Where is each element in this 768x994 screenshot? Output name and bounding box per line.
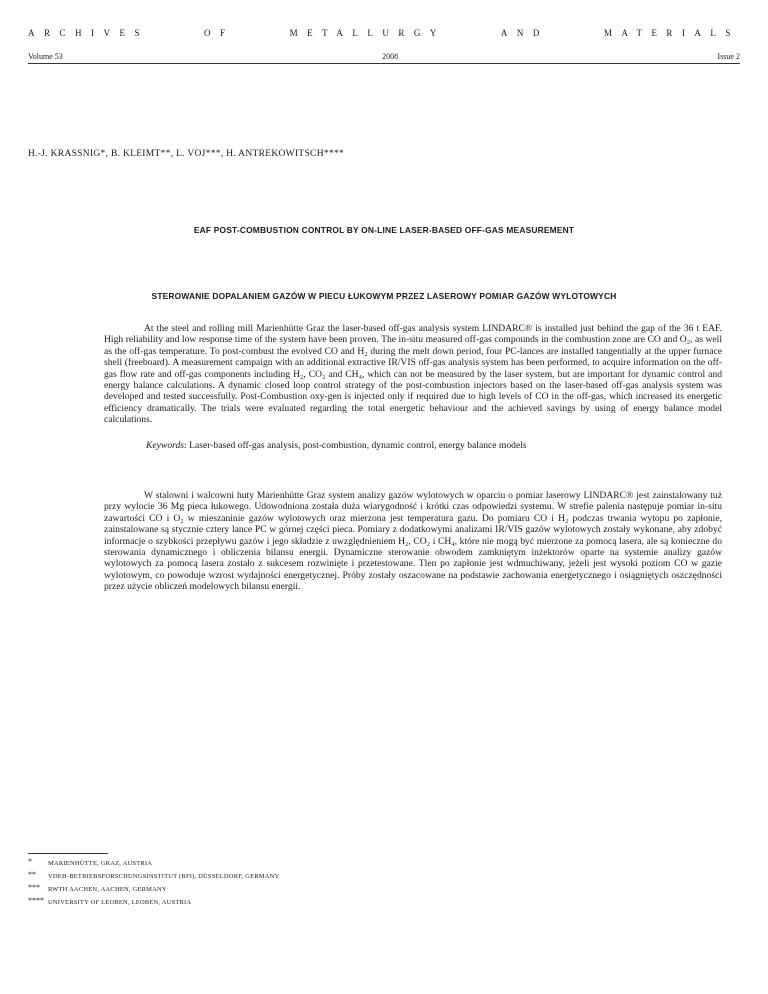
footnote-mark: **** bbox=[28, 896, 44, 905]
footnote-text: RWTH AACHEN, AACHEN, GERMANY bbox=[48, 886, 167, 893]
keywords bbox=[146, 440, 527, 451]
abstract-english: At the steel and rolling mill Marienhütte Graz the laser-based off-gas analysis system LINDARC® is installed just behind the gap of the 36 t EAF. High reliability and low response time of the system have been proven. The in-situ measured off-gas compounds in the combustion zone are CO and O₂, as well as the off-gas temperature. To post-combust the evolved CO and H₂ during the melt down period, four PC-lances are installed tangentially at the upper furnace shell (freeboard). A measurement campaign with an additional extractive IR/VIS off-gas analysis system has been performed, to acquire information on the off-gas flow rate and off-gas components including H₂, CO₂ and CH₄, which can not be measured by the laser system, but are important for dynamic control and energy balance calculations. A dynamic closed loop control strategy of the post-combustion injectors based on the laser-based off-gas analysis system was developed and tested successfully. Post-Combustion oxy-gen is injected only if required due to high levels of CO in the off-gas, which increased its energetic efficiency dramatically. The trials were evaluated regarding the total energetic behaviour and the achieved savings by using of energy balance model calculations. bbox=[104, 323, 722, 426]
footnote bbox=[28, 870, 279, 883]
footnote-mark: ** bbox=[28, 870, 36, 879]
title-polish: STEROWANIE DOPALANIEM GAZÓW W PIECU ŁUKOWYM PRZEZ LASEROWY POMIAR GAZÓW WYLOTOWYCH bbox=[151, 291, 617, 301]
footnote-mark: *** bbox=[28, 883, 40, 892]
journal-word: OF bbox=[204, 28, 235, 38]
title-english: EAF POST-COMBUSTION CONTROL BY ON-LINE LASER-BASED OFF-GAS MEASUREMENT bbox=[193, 225, 575, 235]
footnote-rule bbox=[28, 853, 108, 854]
keywords-label: Keywords bbox=[146, 440, 185, 451]
footnotes bbox=[28, 857, 279, 909]
year: 2008 bbox=[382, 52, 399, 61]
journal-header bbox=[28, 28, 740, 38]
volume: Volume 53 bbox=[28, 52, 63, 61]
footnote-text: UNIVERSITY OF LEOBEN, LEOBEN, AUSTRIA bbox=[48, 899, 192, 906]
journal-word: METALLURGY bbox=[289, 28, 446, 38]
footnote bbox=[28, 857, 279, 870]
footnote-text: MARIENHÜTTE, GRAZ, AUSTRIA bbox=[48, 860, 153, 867]
abstract-polish: W stalowni i walcowni huty Marienhütte Graz system analizy gazów wylotowych w oparciu o pomiar laserowy LINDARC® jest zainstalowany tuż przy wylocie 36 Mg pieca łukowego. Udowodniona została duża wiarygodność i krótki czas odpowiedzi systemu. W strefie palenia następuje pomiar in-situ zawartości CO i O₂ w mieszaninie gazów wylotowych oraz mierzona jest temperatura gazu. Do pomiaru CO i H₂ podczas trwania wytopu po zapłonie, zainstalowane są stycznie cztery lance PC w górnej części pieca. Pomiary z dodatkowymi analizami IR/VIS gazów wylotowych zostały wykonane, aby zdobyć informacje o szybkości przepływu gazów i jego składzie z uwzględnieniem H₂, CO₂ i CH₄, które nie mogą być mierzone za pomocą lasera, ale są konieczne do sterowania dynamicznego i obliczenia bilansu energii. Dynamiczne sterowanie obwodem zamkniętym inżektorów oparte na systemie analizy gazów wylotowych za pomocą lasera zostało z sukcesem rozwinięte i przetestowane. Tlen po zapłonie jest wdmuchiwany, jeżeli jest wysoki poziom CO w gazie wylotowym, co powoduje wzrost wydajności energetycznej. Próby zostały oszacowane na podstawie zachowania energetycznego i osiągniętych oszczędności przez użycie obliczeń modelowych bilansu energii. bbox=[104, 490, 722, 593]
authors: H.-J. KRASSNIG*, B. KLEIMT**, L. VOJ***, H. ANTREKOWITSCH**** bbox=[28, 149, 345, 159]
header-rule bbox=[28, 63, 740, 64]
footnote bbox=[28, 883, 279, 896]
journal-word: MATERIALS bbox=[603, 28, 740, 38]
journal-word: ARCHIVES bbox=[28, 28, 150, 38]
journal-word: AND bbox=[500, 28, 549, 38]
footnote bbox=[28, 896, 279, 909]
footnote-text: VDEH-BETRIEBSFORSCHUNGSINSTITUT (BFI), DÜSSELDORF, GERMANY bbox=[48, 873, 280, 880]
footnote-mark: * bbox=[28, 857, 32, 866]
issue: Issue 2 bbox=[717, 52, 740, 61]
keywords-text: : Laser-based off-gas analysis, post-combustion, dynamic control, energy balance models bbox=[184, 440, 527, 451]
issue-info bbox=[28, 52, 740, 61]
